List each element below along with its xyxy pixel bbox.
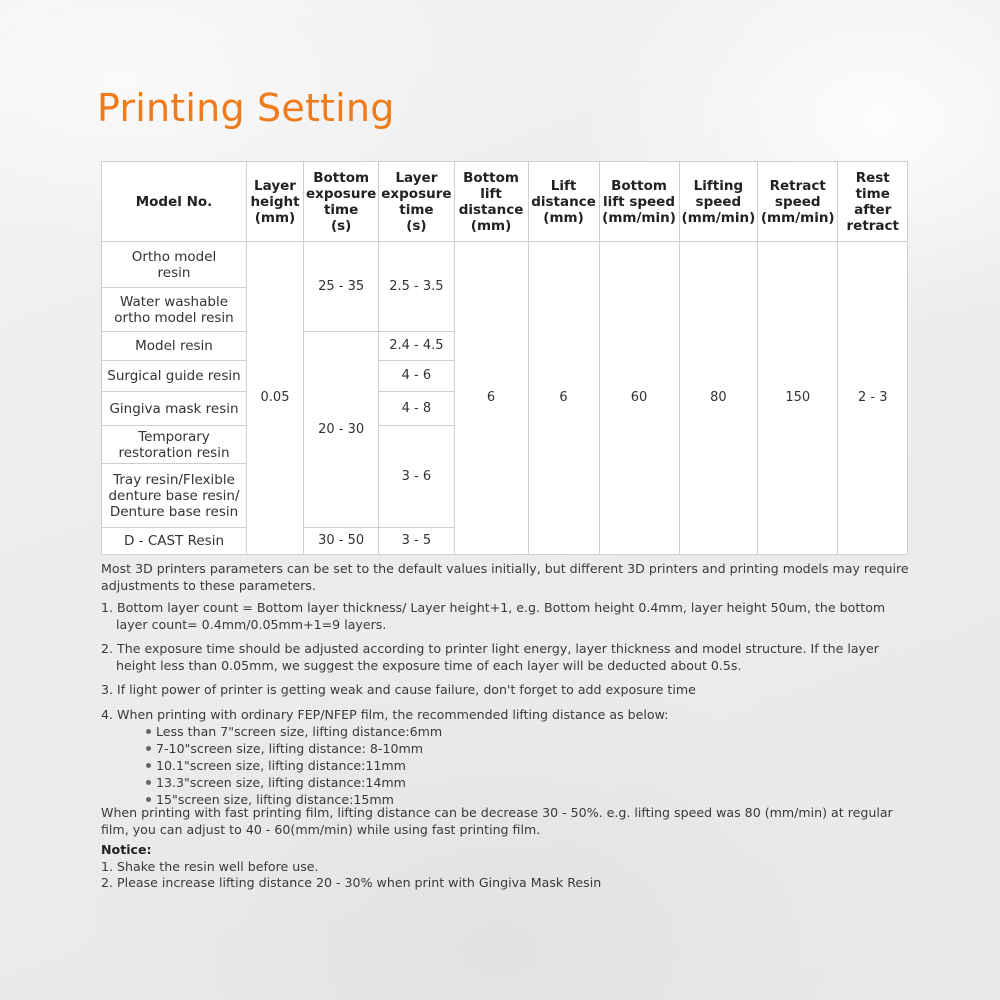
list-item: 10.1"screen size, lifting distance:11mm <box>146 757 911 774</box>
cell-bottom-exposure-3: 30 - 50 <box>304 528 379 555</box>
note-item-text: 4. When printing with ordinary FEP/NFEP film, the recommended lifting distance as below: <box>101 706 669 722</box>
cell-layer-height: 0.05 <box>247 242 304 555</box>
header-retract-speed: Retract speed (mm/min) <box>758 162 838 242</box>
header-rest-time: Rest time after retract <box>838 162 908 242</box>
cell-layer-exposure-1: 2.5 - 3.5 <box>379 242 454 332</box>
list-item: 15"screen size, lifting distance:15mm <box>146 791 911 808</box>
model-tray-denture: Tray resin/Flexible denture base resin/ Denture base resin <box>102 464 247 528</box>
cell-rest-time: 2 - 3 <box>838 242 908 555</box>
list-item: 7-10"screen size, lifting distance: 8-10mm <box>146 740 911 757</box>
table-header-row <box>102 162 908 242</box>
printing-settings-table <box>101 161 908 555</box>
header-lifting-speed: Lifting speed (mm/min) <box>679 162 758 242</box>
fast-film-note: When printing with fast printing film, lifting distance can be decrease 30 - 50%. e.g. lifting speed was 80 (mm/min) at regular film, you can adjust to 40 - 60(mm/min) while using fast printing film. <box>101 805 893 837</box>
cell-layer-exposure-4: 4 - 8 <box>379 392 454 426</box>
cell-layer-exposure-6: 3 - 5 <box>379 528 454 555</box>
cell-layer-exposure-3: 4 - 6 <box>379 361 454 392</box>
cell-bottom-lift-distance: 6 <box>454 242 528 555</box>
list-item: Less than 7"screen size, lifting distance:6mm <box>146 723 911 740</box>
bullet-icon <box>146 746 151 751</box>
model-surgical-guide: Surgical guide resin <box>102 361 247 392</box>
bullet-icon <box>146 729 151 734</box>
header-model: Model No. <box>102 162 247 242</box>
header-lift-distance: Lift distance (mm) <box>528 162 599 242</box>
model-temporary-restoration: Temporary restoration resin <box>102 426 247 464</box>
model-water-washable: Water washable ortho model resin <box>102 288 247 332</box>
notes-section <box>101 561 911 892</box>
model-ortho: Ortho model resin <box>102 242 247 288</box>
notice-item: 2. Please increase lifting distance 20 - 30% when print with Gingiva Mask Resin <box>101 875 602 890</box>
model-gingiva-mask: Gingiva mask resin <box>102 392 247 426</box>
header-layer-exposure: Layer exposure time (s) <box>379 162 454 242</box>
bullet-icon <box>146 763 151 768</box>
cell-bottom-exposure-1: 25 - 35 <box>304 242 379 332</box>
cell-retract-speed: 150 <box>758 242 838 555</box>
cell-bottom-exposure-2: 20 - 30 <box>304 332 379 528</box>
notice-item: 1. Shake the resin well before use. <box>101 858 319 874</box>
header-bottom-exposure: Bottom exposure time (s) <box>304 162 379 242</box>
note-item <box>101 707 911 809</box>
cell-bottom-lift-speed: 60 <box>599 242 679 555</box>
page-title: Printing Setting <box>97 86 395 130</box>
cell-lifting-speed: 80 <box>679 242 758 555</box>
notes-list <box>101 600 911 808</box>
cell-lift-distance: 6 <box>528 242 599 555</box>
notes-intro: Most 3D printers parameters can be set to the default values initially, but different 3D printers and printing models may require adjustments to these parameters. <box>101 561 909 593</box>
note-item: 1. Bottom layer count = Bottom layer thickness/ Layer height+1, e.g. Bottom height 0.4mm, layer height 50um, the bottom layer count= 0.4mm/0.05mm+1=9 layers. <box>101 600 886 632</box>
bullet-icon <box>146 797 151 802</box>
header-layer-height: Layer height (mm) <box>247 162 304 242</box>
cell-layer-exposure-5: 3 - 6 <box>379 426 454 528</box>
notice-title: Notice: <box>101 842 152 857</box>
model-model-resin: Model resin <box>102 332 247 361</box>
list-item: 13.3"screen size, lifting distance:14mm <box>146 774 911 791</box>
note-item: 2. The exposure time should be adjusted according to printer light energy, layer thickness and model structure. If the layer height less than 0.05mm, we suggest the exposure time of each layer will be deducted about 0.5s. <box>101 641 879 673</box>
model-d-cast: D - CAST Resin <box>102 528 247 555</box>
cell-layer-exposure-2: 2.4 - 4.5 <box>379 332 454 361</box>
table-row <box>102 242 908 288</box>
header-bottom-lift-speed: Bottom lift speed (mm/min) <box>599 162 679 242</box>
header-bottom-lift-distance: Bottom lift distance (mm) <box>454 162 528 242</box>
bullet-icon <box>146 780 151 785</box>
note-item: 3. If light power of printer is getting weak and cause failure, don't forget to add exposure time <box>101 682 696 697</box>
lifting-distance-list <box>116 723 911 808</box>
